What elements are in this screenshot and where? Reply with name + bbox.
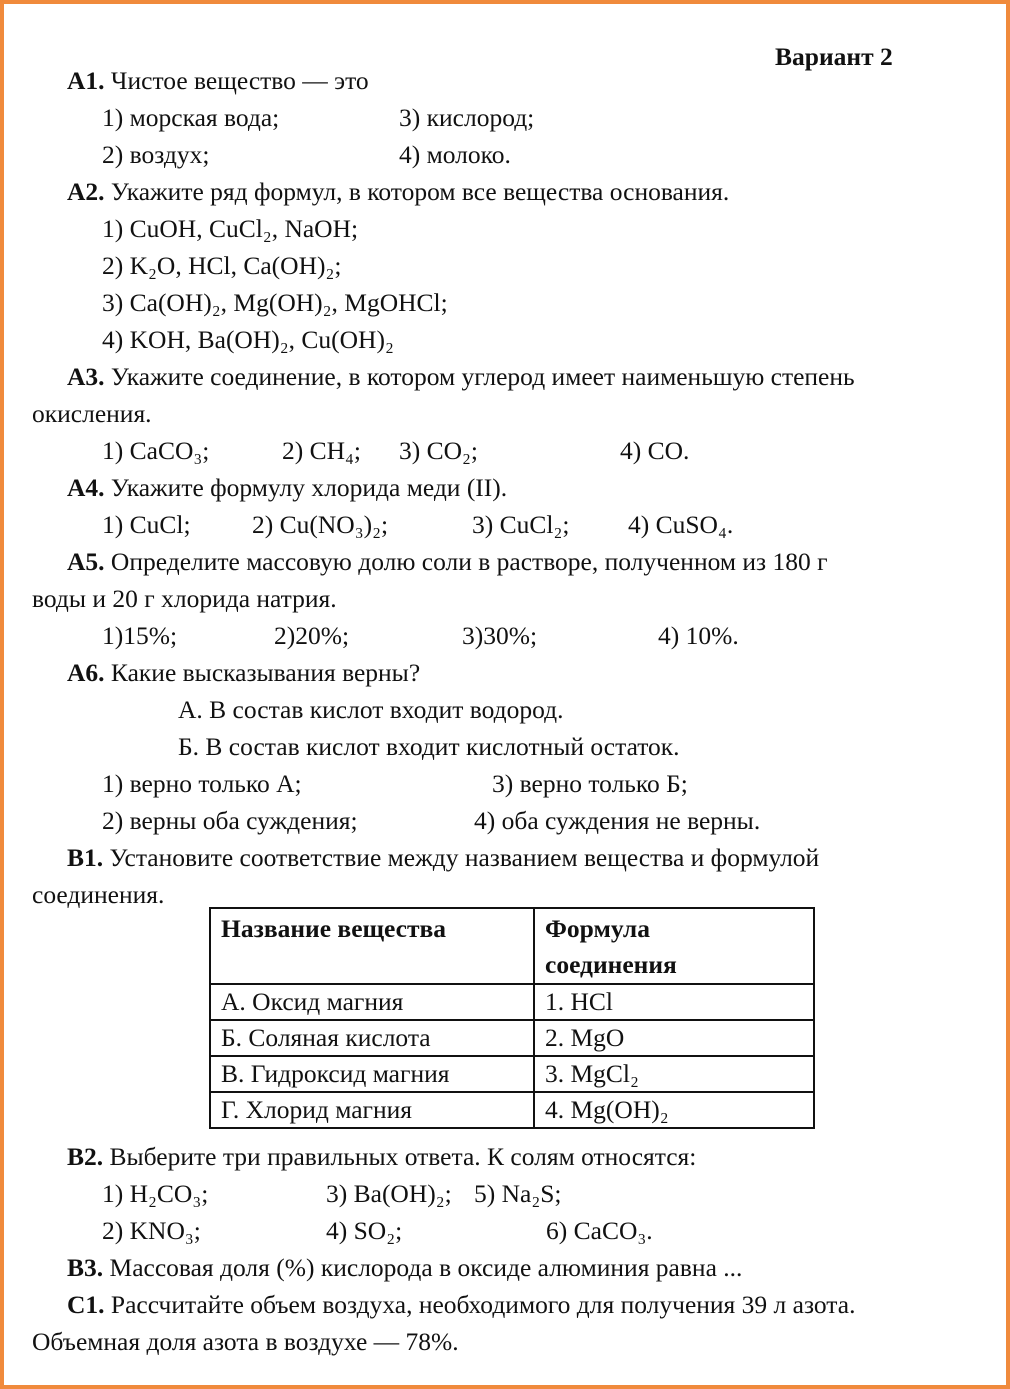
answer-option: 2)20%; [274, 621, 350, 650]
table-cell-formula: 3. MgCl₂ [534, 1056, 814, 1092]
question-text: Укажите соединение, в котором углерод имеет наименьшую степень [110, 362, 855, 391]
question-a3 [67, 364, 855, 390]
table-row [210, 984, 814, 1020]
answer-option: 3) Ca(OH)₂, Mg(OH)₂, MgOHCl; [102, 288, 448, 317]
answer-option: 2) KNO₃; [102, 1216, 201, 1245]
question-c1 [67, 1292, 855, 1318]
question-b1 [67, 845, 819, 871]
statement-b: Б. В состав кислот входит кислотный остаток. [178, 732, 680, 761]
answer-option: 4) CO. [620, 436, 690, 465]
table-cell-name: Б. Соляная кислота [210, 1020, 534, 1056]
answer-option: 2) воздух; [102, 140, 210, 169]
question-label: А6. [67, 658, 105, 687]
table-cell-name: А. Оксид магния [210, 984, 534, 1020]
table-cell-name: Г. Хлорид магния [210, 1092, 534, 1128]
question-a1 [67, 68, 369, 94]
answer-option: 4) молоко. [399, 140, 511, 169]
question-text: Укажите формулу хлорида меди (II). [110, 473, 508, 502]
table-header-formula: Формула соединения [534, 908, 814, 984]
answer-option: 1) верно только А; [102, 769, 302, 798]
answer-option: 4) CuSO₄. [628, 510, 734, 539]
question-b3 [67, 1255, 742, 1281]
answer-option: 3) CuCl₂; [472, 510, 570, 539]
question-text-continued: Объемная доля азота в воздухе — 78%. [32, 1327, 459, 1356]
matching-table [209, 907, 815, 1129]
table-header-name: Название вещества [210, 908, 534, 984]
question-text: Выберите три правильных ответа. К солям относятся: [109, 1142, 697, 1171]
answer-option: 1) CaCO₃; [102, 436, 210, 465]
answer-option: 3) верно только Б; [492, 769, 688, 798]
table-header-row [210, 908, 814, 984]
question-label: В1. [67, 843, 104, 872]
question-a5 [67, 549, 828, 575]
answer-option: 5) Na₂S; [474, 1179, 562, 1208]
question-b2 [67, 1144, 696, 1170]
question-text: Установите соответствие между названием вещества и формулой [109, 843, 820, 872]
answer-option: 4) KOH, Ba(OH)₂, Cu(OH)₂ [102, 325, 394, 354]
table-cell-name: В. Гидроксид магния [210, 1056, 534, 1092]
question-label: А3. [67, 362, 105, 391]
answer-option: 1) H₂CO₃; [102, 1179, 209, 1208]
question-text: Рассчитайте объем воздуха, необходимого для получения 39 л азота. [110, 1290, 856, 1319]
table-row [210, 1056, 814, 1092]
answer-option: 4) 10%. [658, 621, 739, 650]
answer-option: 4) SO₂; [326, 1216, 403, 1245]
table-cell-formula: 4. Mg(OH)₂ [534, 1092, 814, 1128]
answer-option: 1) морская вода; [102, 103, 280, 132]
question-text: Укажите ряд формул, в котором все вещества основания. [110, 177, 730, 206]
variant-title: Вариант 2 [775, 42, 893, 71]
answer-option: 2) Cu(NO₃)₂; [252, 510, 389, 539]
answer-option: 2) верны оба суждения; [102, 806, 358, 835]
question-label: А4. [67, 473, 105, 502]
answer-option: 3) кислород; [399, 103, 535, 132]
table-cell-formula: 2. MgO [534, 1020, 814, 1056]
table-row [210, 1020, 814, 1056]
question-a4 [67, 475, 507, 501]
answer-option: 2) K₂O, HCl, Ca(OH)₂; [102, 251, 342, 280]
table-cell-formula: 1. HCl [534, 984, 814, 1020]
statement-a: А. В состав кислот входит водород. [178, 695, 564, 724]
question-text: Определите массовую долю соли в растворе, полученном из 180 г [110, 547, 828, 576]
question-text-continued: соединения. [32, 880, 165, 909]
question-label: А5. [67, 547, 105, 576]
answer-option: 3) CO₂; [399, 436, 479, 465]
answer-option: 6) CaCO₃. [546, 1216, 653, 1245]
question-label: С1. [67, 1290, 105, 1319]
answer-option: 1) CuCl; [102, 510, 191, 539]
question-text-continued: окисления. [32, 399, 152, 428]
question-a6 [67, 660, 420, 686]
question-label: А1. [67, 66, 105, 95]
question-text: Чистое вещество — это [110, 66, 369, 95]
question-text: Массовая доля (%) кислорода в оксиде алюминия равна ... [109, 1253, 743, 1282]
answer-option: 3)30%; [462, 621, 538, 650]
question-text-continued: воды и 20 г хлорида натрия. [32, 584, 337, 613]
question-label: В2. [67, 1142, 104, 1171]
question-label: А2. [67, 177, 105, 206]
answer-option: 3) Ba(OH)₂; [326, 1179, 452, 1208]
answer-option: 4) оба суждения не верны. [474, 806, 761, 835]
question-label: В3. [67, 1253, 104, 1282]
answer-option: 1)15%; [102, 621, 178, 650]
table-row [210, 1092, 814, 1128]
question-a2 [67, 179, 729, 205]
answer-option: 2) CH₄; [282, 436, 362, 465]
question-text: Какие высказывания верны? [110, 658, 421, 687]
answer-option: 1) CuOH, CuCl₂, NaOH; [102, 214, 359, 243]
